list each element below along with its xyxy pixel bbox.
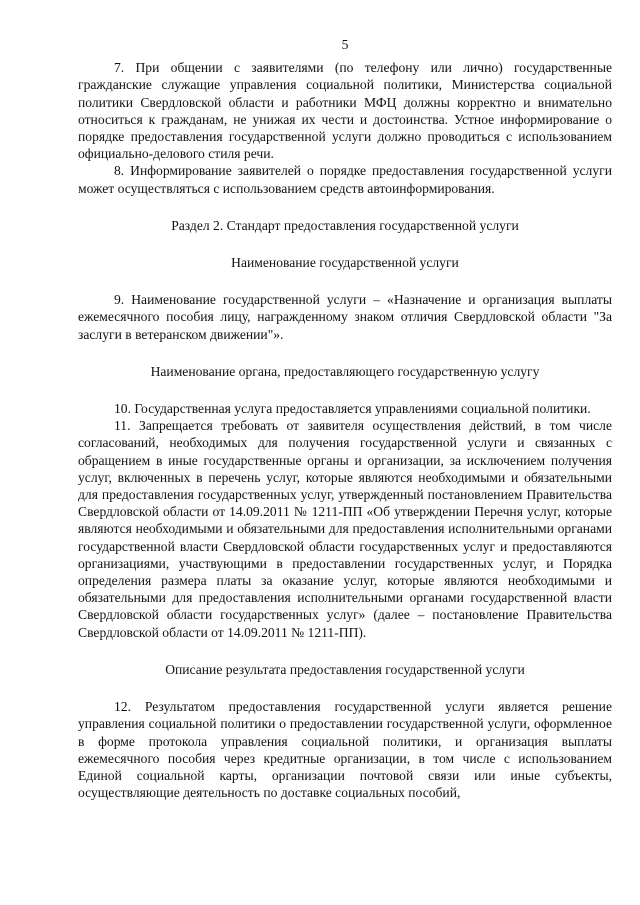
paragraph-10: 10. Государственная услуга предоставляется управлениями социальной политики.: [114, 401, 591, 417]
paragraph-9: 9. Наименование государственной услуги – «Назначение и организация выплаты ежемесячного пособия лицу, награжденному знаком отличия Свердловской области "За заслуги в ветеранском движении"».: [78, 292, 612, 342]
section-2-heading: Раздел 2. Стандарт предоставления государственной услуги: [171, 217, 519, 233]
paragraph-11: 11. Запрещается требовать от заявителя осуществления действий, в том числе согласований, необходимых для получения государственной услуги и связанных с обращением в иные государственные органы и организации, за исключением получения услуг, включенных в перечень услуг, которые являются необходимыми и обязательными для предоставления государственных услуг, утвержденный постановлением Правительства Свердловской области от 14.09.2011 № 1211-ПП «Об утверждении Перечня услуг, которые являются необходимыми и обязательными для предоставления исполнительными органами государственной власти Свердловской области государственных услуг и предоставляются организациями, участвующими в предоставлении государственных услуг, и Порядка определения размера платы за оказание услуг, которые являются необходимыми и обязательными для предоставления исполнительными органами государственной власти Свердловской области государственных услуг» (далее – постановление Правительства Свердловской области от 14.09.2011 № 1211-ПП).: [78, 418, 612, 640]
result-description-heading: Описание результата предоставления государственной услуги: [165, 661, 525, 677]
service-name-heading: Наименование государственной услуги: [231, 255, 459, 271]
paragraph-7: 7. При общении с заявителями (по телефону или лично) государственные гражданские служащие управления социальной политики, Министерства социальной политики Свердловской области и работники МФЦ должны корректно и внимательно относиться к гражданам, не унижая их чести и достоинства. Устное информирование о порядке предоставления государственной услуги должно проводиться с использованием официально-делового стиля речи.: [78, 60, 612, 162]
agency-name-heading: Наименование органа, предоставляющего государственную услугу: [150, 363, 540, 379]
paragraph-8: 8. Информирование заявителей о порядке предоставления государственной услуги может осуществляться с использованием средств автоинформирования.: [78, 163, 612, 196]
paragraph-12: 12. Результатом предоставления государственной услуги является решение управления социальной политики о предоставлении государственной услуги, оформленное в форме протокола управления социальной политики, и организация выплаты ежемесячного пособия через кредитные организации, в том числе с использованием Единой социальной карты, организации почтовой связи или иные субъекты, осуществляющие деятельность по доставке социальных пособий,: [78, 699, 612, 801]
page-number: 5: [341, 37, 349, 52]
